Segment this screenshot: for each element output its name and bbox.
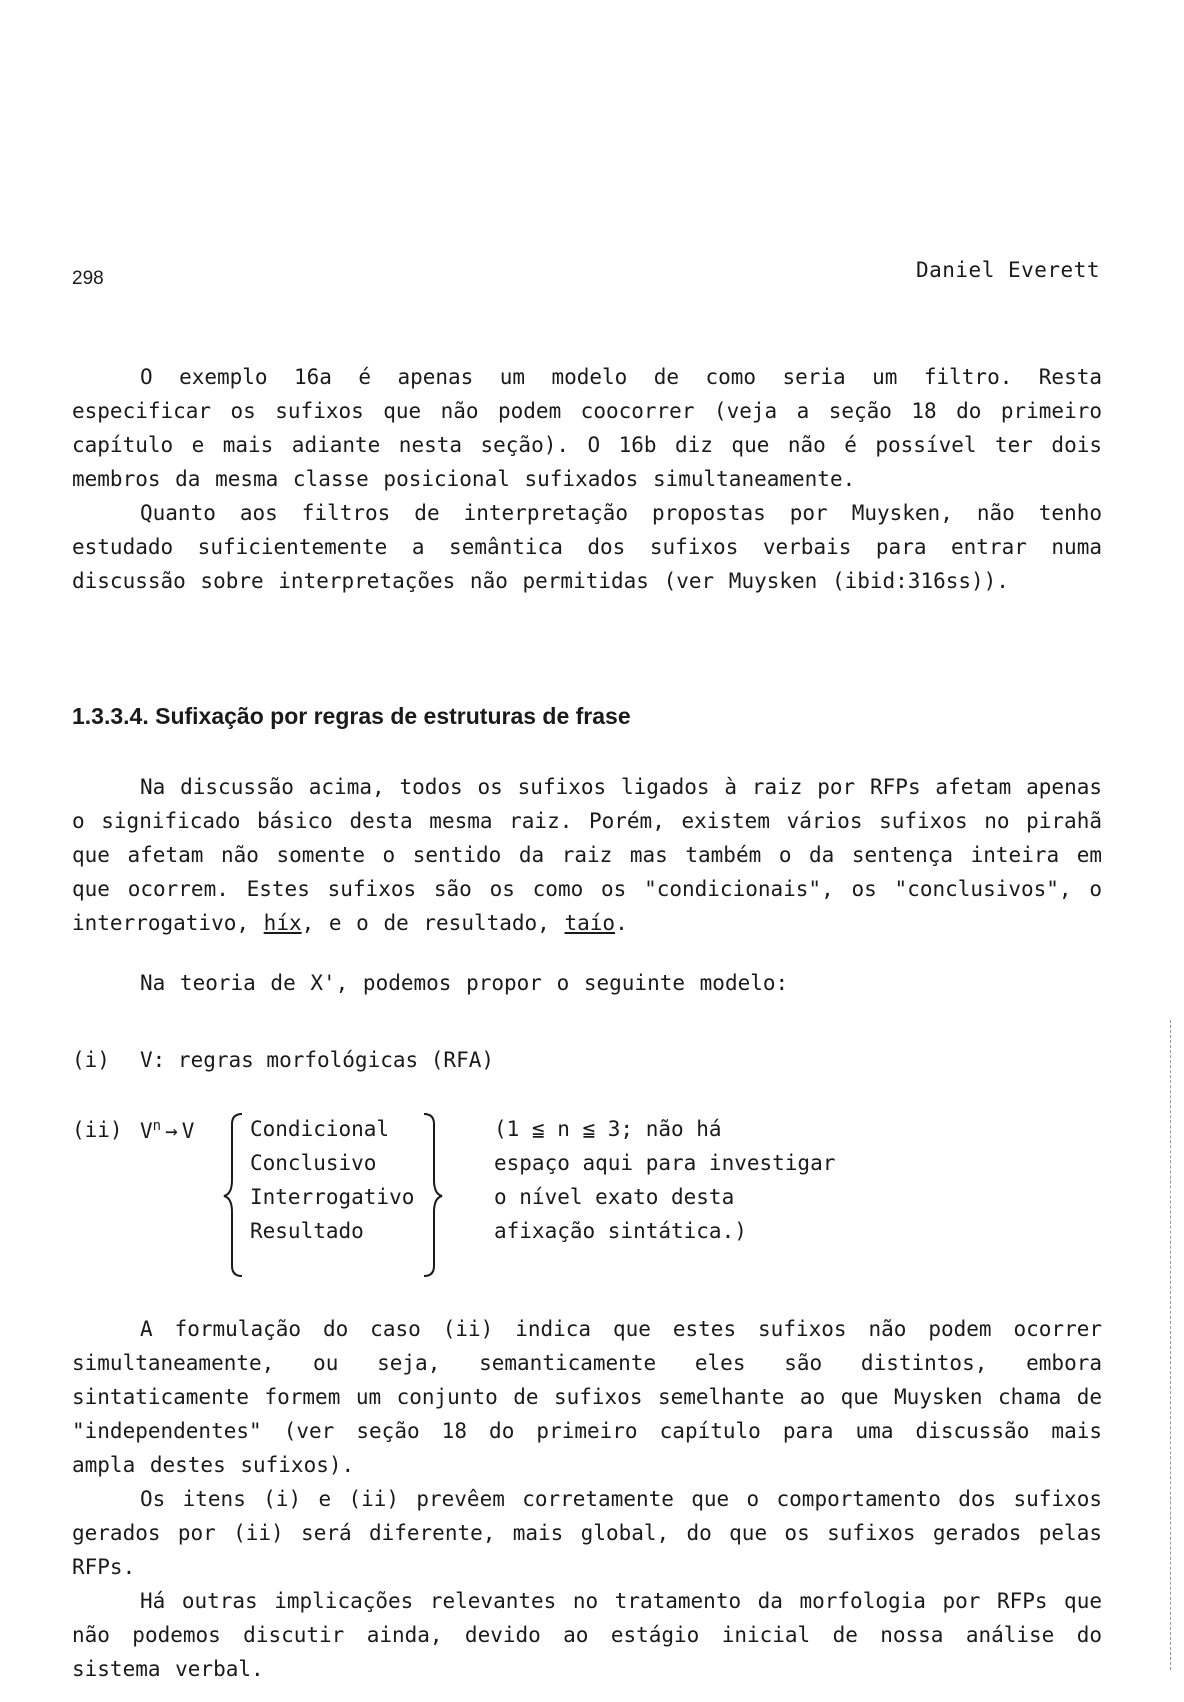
scan-margin-mark: [1170, 1020, 1172, 1670]
rule-2-note: [494, 1112, 835, 1248]
rule-1-text: V: regras morfológicas (RFA): [140, 1048, 495, 1072]
section-heading: 1.3.3.4. Sufixação por regras de estruturas de frase: [72, 703, 631, 729]
option-resultado: Resultado: [250, 1219, 364, 1243]
rule-2-lhs-v: V: [140, 1119, 153, 1143]
paragraph: Há outras implicações relevantes no tratamento da morfologia por RFPs que não podemos discutir ainda, devido ao estágio inicial de nossa análise do sistema verbal.: [72, 1589, 1102, 1681]
note-line: espaço aqui para investigar: [494, 1151, 836, 1175]
rule-2-lhs: [140, 1118, 194, 1143]
running-header-author: Daniel Everett: [915, 258, 1100, 282]
option-conclusivo: Conclusivo: [250, 1151, 377, 1175]
section-body: [72, 770, 1102, 1000]
page-number: 298: [72, 268, 104, 289]
paragraph: O exemplo 16a é apenas um modelo de como seria um filtro. Resta especificar os sufixos que não podem coocorrer (veja a seção 18 do primeiro capítulo e mais adiante nesta seção). O 16b diz que não é possível ter dois membros da mesma classe posicional sufixados simultaneamente.: [72, 365, 1102, 491]
suffix-options: [250, 1112, 414, 1248]
rule-2-superscript: n: [152, 1118, 162, 1134]
note-line: o nível exato desta: [494, 1185, 735, 1209]
bottom-paragraphs: [72, 1312, 1102, 1686]
paragraph-text: , e o de resultado,: [301, 911, 550, 935]
paragraph: Na teoria de X', podemos propor o seguinte modelo:: [140, 971, 789, 995]
paragraph: Quanto aos filtros de interpretação propostas por Muysken, não tenho estudado suficientemente a semântica dos sufixos verbais para entrar numa discussão sobre interpretações não permitidas (ver Muysken (ibid:316ss)).: [72, 501, 1102, 593]
rule-2-rhs-v: V: [181, 1119, 195, 1143]
paragraph-text: Na discussão acima, todos os sufixos ligados à raiz por RFPs afetam apenas o significado básico desta mesma raiz. Porém, existem vários sufixos no pirahã que afetam não somente o sentido da raiz mas também o da sentença inteira em que ocorrem. Estes sufixos são os como os "condicionais", os "conclusivos", o interrogativo,: [72, 775, 1102, 935]
paragraph: Os itens (i) e (ii) prevêem corretamente que o comportamento dos sufixos gerados por (ii) será diferente, mais global, do que os sufixos gerados pelas RFPs.: [72, 1487, 1102, 1579]
suffix-taio: taío: [564, 911, 616, 935]
rule-1-label: (i): [72, 1048, 110, 1072]
paragraph: [72, 770, 1102, 940]
note-line: (1 ≦ n ≦ 3; não há: [494, 1117, 722, 1141]
option-condicional: Condicional: [250, 1117, 390, 1141]
right-brace-icon: [420, 1110, 444, 1280]
paragraph: A formulação do caso (ii) indica que estes sufixos não podem ocorrer simultaneamente, ou seja, semanticamente eles são distintos, embora sintaticamente formem um conjunto de sufixos semelhante ao que Muysken chama de "independentes" (ver seção 18 do primeiro capítulo para uma discussão mais ampla destes sufixos).: [72, 1317, 1102, 1477]
option-interrogativo: Interrogativo: [250, 1185, 415, 1209]
suffix-hix: híx: [263, 911, 302, 935]
note-line: afixação sintática.): [494, 1219, 747, 1243]
left-brace-icon: [222, 1110, 246, 1280]
top-paragraphs: [72, 360, 1102, 598]
arrow-icon: →: [165, 1119, 178, 1143]
paragraph-text: .: [615, 911, 628, 935]
rule-2-label: (ii): [72, 1118, 123, 1142]
